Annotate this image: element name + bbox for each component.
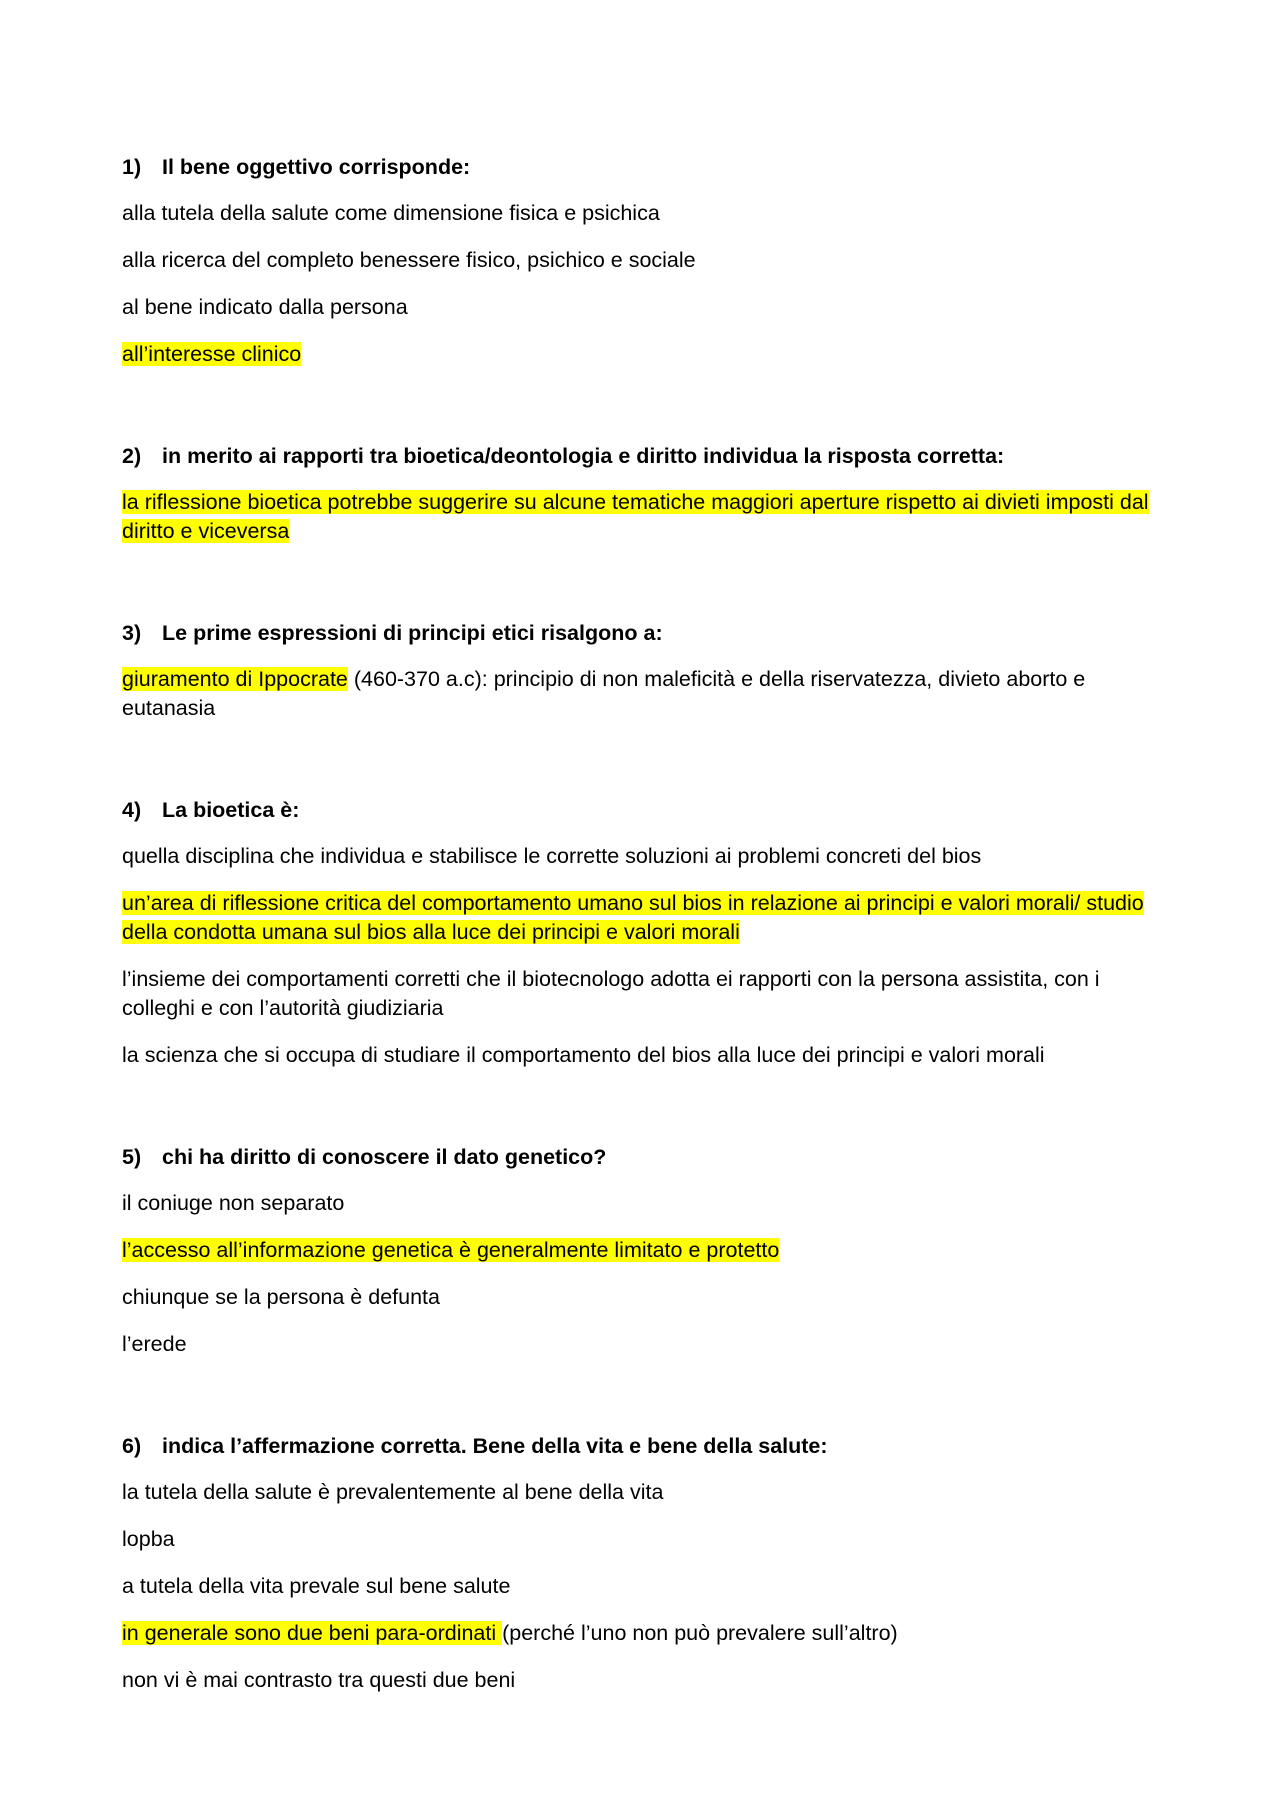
question-2 — [122, 441, 1160, 546]
question-3 — [122, 618, 1160, 723]
spacer — [122, 1381, 1160, 1431]
answer-option: la tutela della salute è prevalentemente al bene della vita — [122, 1480, 664, 1504]
spacer — [122, 391, 1160, 441]
question-title — [122, 152, 1160, 182]
question-title — [122, 795, 1160, 825]
answer-option: alla ricerca del completo benessere fisico, psichico e sociale — [122, 248, 696, 272]
answer-option-correct — [122, 1236, 1160, 1265]
question-number: 6) — [122, 1434, 142, 1458]
highlighted-answer: giuramento di Ippocrate — [122, 667, 348, 691]
answer-option-correct — [122, 889, 1160, 947]
question-text: Il bene oggettivo corrisponde: — [162, 155, 471, 179]
answer-option: al bene indicato dalla persona — [122, 295, 408, 319]
question-number: 4) — [122, 798, 142, 822]
question-text: chi ha diritto di conoscere il dato genetico? — [162, 1145, 607, 1169]
answer-option-correct — [122, 340, 1160, 369]
answer-option-correct — [122, 488, 1160, 546]
answer-option: il coniuge non separato — [122, 1191, 345, 1215]
question-title — [122, 1142, 1160, 1172]
question-title — [122, 618, 1160, 648]
answer-option: l’insieme dei comportamenti corretti che il biotecnologo adotta ei rapporti con la persona assistita, con i colleghi e con l’autorità giudiziaria — [122, 967, 1100, 1020]
answer-option: lopba — [122, 1527, 175, 1551]
question-text: in merito ai rapporti tra bioetica/deontologia e diritto individua la risposta corretta: — [162, 444, 1005, 468]
answer-option: quella disciplina che individua e stabilisce le corrette soluzioni ai problemi concreti del bios — [122, 844, 982, 868]
answer-option: la scienza che si occupa di studiare il comportamento del bios alla luce dei principi e valori morali — [122, 1043, 1045, 1067]
answer-note: (perché l’uno non può prevalere sull’altro) — [502, 1621, 898, 1645]
question-1 — [122, 152, 1160, 369]
question-title — [122, 1431, 1160, 1461]
spacer — [122, 1092, 1160, 1142]
answer-option: chiunque se la persona è defunta — [122, 1285, 440, 1309]
question-number: 1) — [122, 155, 142, 179]
question-number: 5) — [122, 1145, 142, 1169]
spacer — [122, 568, 1160, 618]
question-number: 3) — [122, 621, 142, 645]
question-4 — [122, 795, 1160, 1070]
answer-option: non vi è mai contrasto tra questi due beni — [122, 1668, 516, 1692]
answer-option-correct — [122, 1619, 1160, 1648]
answer-note: (460-370 a.c): principio di non maleficità e della riservatezza, divieto aborto e eutanasia — [122, 667, 1086, 720]
question-5 — [122, 1142, 1160, 1359]
highlighted-answer: in generale sono due beni para-ordinati — [122, 1621, 503, 1645]
highlighted-answer: un’area di riflessione critica del comportamento umano sul bios in relazione ai principi e valori morali/ studio della condotta umana sul bios alla luce dei principi e valori morali — [122, 891, 1144, 944]
spacer — [122, 745, 1160, 795]
question-text: indica l’affermazione corretta. Bene della vita e bene della salute: — [162, 1434, 828, 1458]
question-title — [122, 441, 1160, 471]
answer-option: l’erede — [122, 1332, 187, 1356]
highlighted-answer: l’accesso all’informazione genetica è generalmente limitato e protetto — [122, 1238, 780, 1262]
answer-option-correct — [122, 665, 1160, 723]
highlighted-answer: la riflessione bioetica potrebbe suggerire su alcune tematiche maggiori aperture rispetto ai divieti imposti dal diritto e viceversa — [122, 490, 1149, 543]
question-text: Le prime espressioni di principi etici risalgono a: — [162, 621, 663, 645]
question-text: La bioetica è: — [162, 798, 300, 822]
question-number: 2) — [122, 444, 142, 468]
question-6 — [122, 1431, 1160, 1695]
answer-option: alla tutela della salute come dimensione fisica e psichica — [122, 201, 660, 225]
highlighted-answer: all’interesse clinico — [122, 342, 302, 366]
answer-option: a tutela della vita prevale sul bene salute — [122, 1574, 511, 1598]
